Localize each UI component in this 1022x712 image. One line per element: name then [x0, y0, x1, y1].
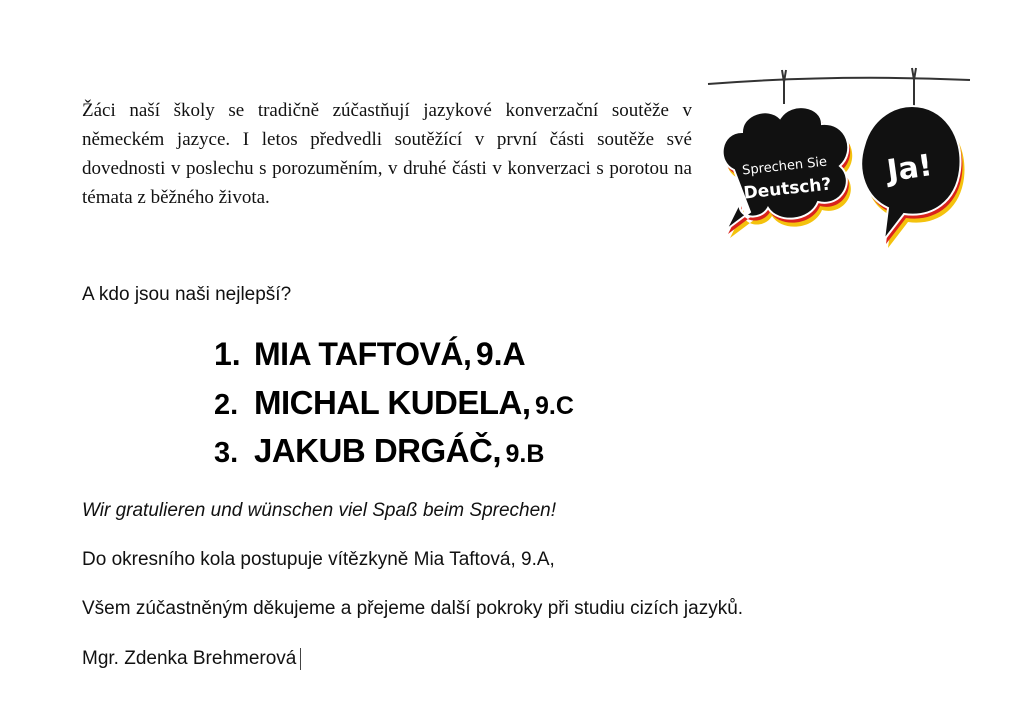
bubble-right-text: Ja!: [884, 148, 935, 190]
bubble-left-line-2: Deutsch?: [742, 174, 833, 204]
thanks-text: Všem zúčastněným děkujeme a přejeme další pokroky při studiu cizích jazyků.: [82, 598, 744, 619]
question-text: A kdo jsou naši nejlepší?: [82, 284, 292, 305]
winner-name: MICHAL KUDELA,: [254, 384, 531, 421]
intro-paragraph: Žáci naší školy se tradičně zúčastňují jazykové konverzační soutěže v německém jazyce. I letos předvedli soutěžící v první části soutěže své dovednosti v poslechu s porozuměním, v druhé části v konverzaci s porotou na témata z běžného života.: [82, 100, 692, 208]
winner-name: MIA TAFTOVÁ,: [254, 336, 472, 372]
string-icon: [708, 78, 970, 84]
winner-class: 9.A: [475, 336, 526, 372]
winner-item-2: [214, 384, 574, 432]
winner-item-1: [214, 336, 574, 384]
hook-right-icon: [912, 68, 916, 106]
cloud-bubble-icon: [723, 107, 853, 238]
speech-bubbles-illustration: [706, 62, 972, 262]
advance-text: Do okresního kola postupuje vítězkyně Mia Taftová, 9.A,: [82, 549, 555, 570]
winner-name: JAKUB DRGÁČ,: [254, 432, 502, 469]
hook-left-icon: [782, 70, 786, 104]
winner-class: 9.C: [535, 392, 574, 420]
winner-rank: 2.: [214, 389, 239, 421]
signature: Mgr. Zdenka Brehmerová: [82, 648, 301, 670]
round-bubble-icon: [861, 106, 964, 248]
winner-rank: 1.: [214, 336, 241, 372]
winner-item-3: [214, 432, 574, 480]
bubble-left-line-1: Sprechen Sie: [741, 154, 828, 179]
winners-list: [214, 336, 574, 480]
winner-rank: 3.: [214, 437, 239, 469]
winner-class: 9.B: [505, 440, 545, 468]
congratulations-text: Wir gratulieren und wünschen viel Spaß beim Sprechen!: [82, 500, 557, 521]
